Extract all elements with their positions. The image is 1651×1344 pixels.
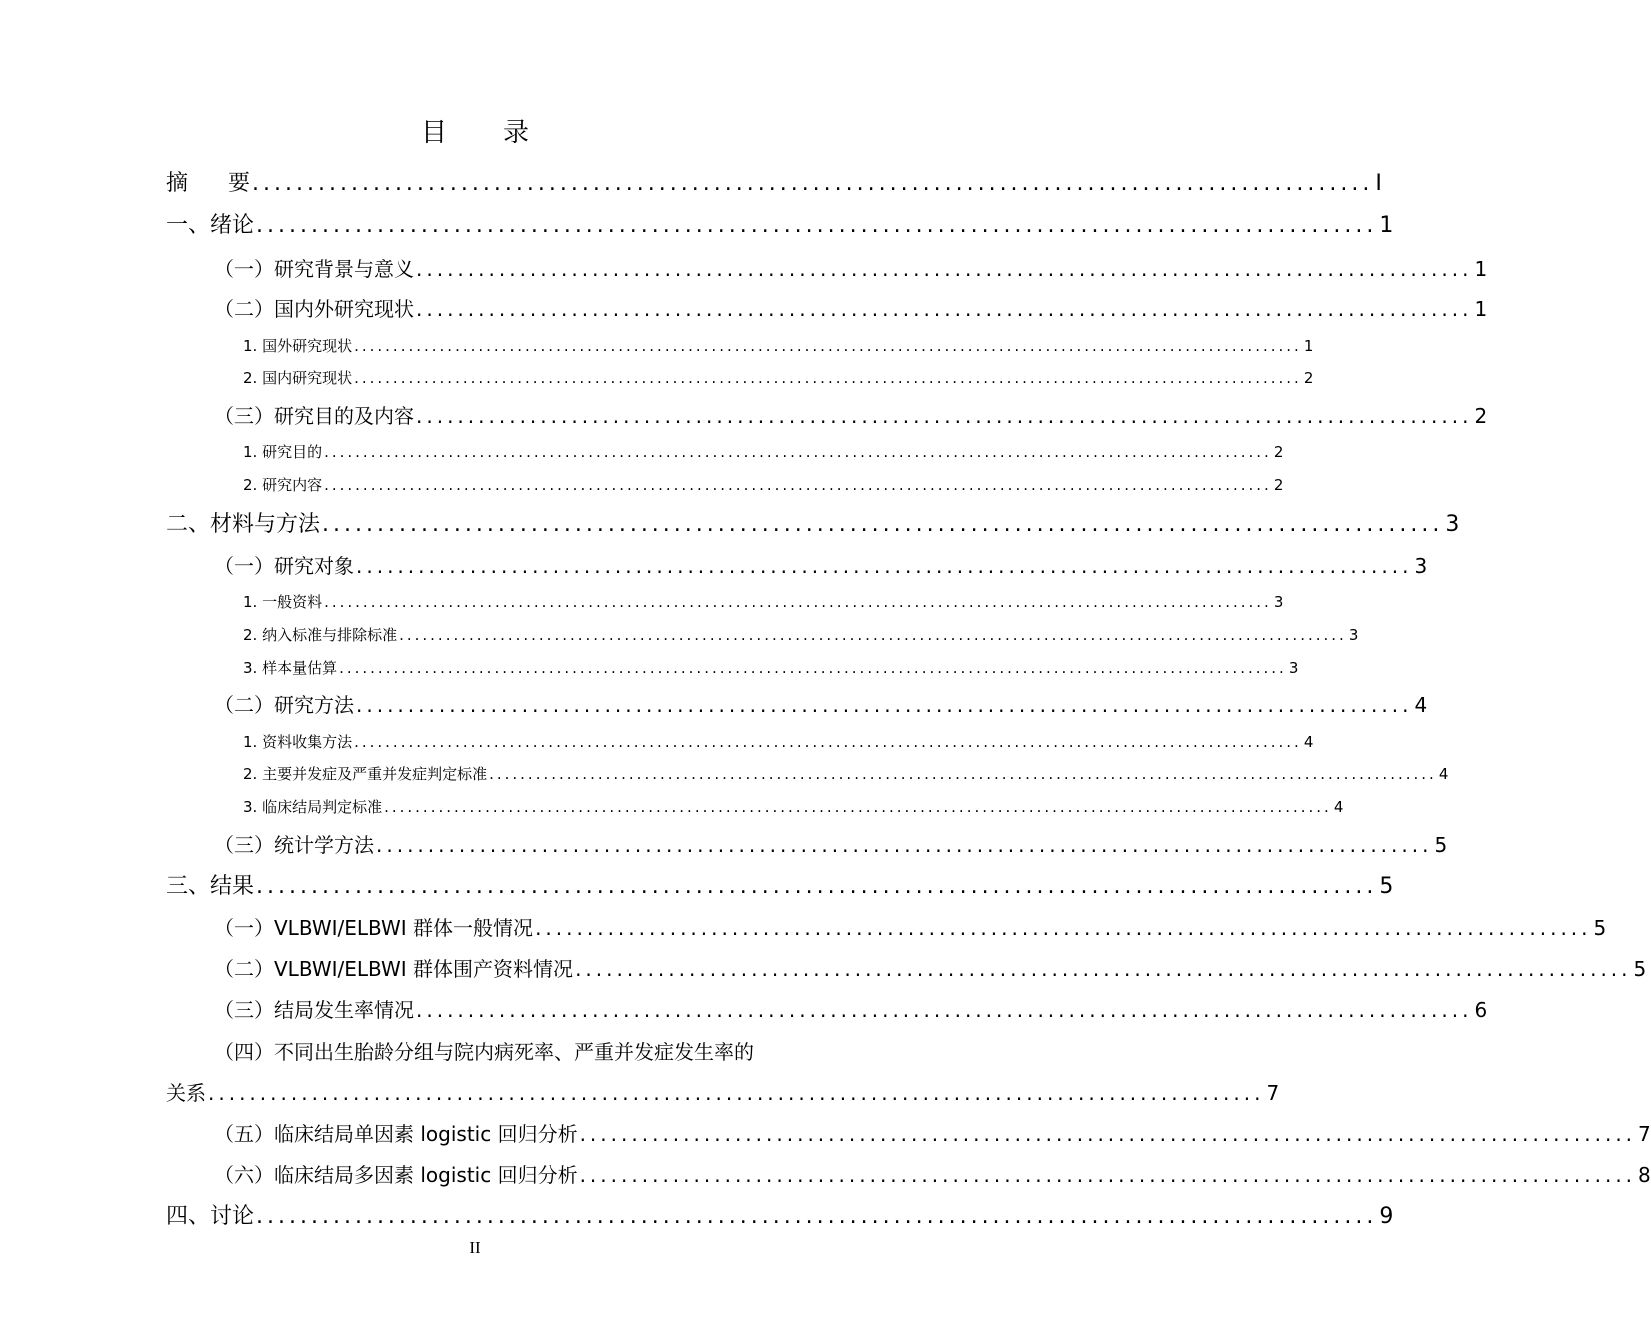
leader-dots: ......................................................................................................	[416, 404, 1473, 428]
toc-entry[interactable]: （一）研究背景与意义 ...................................................................................................... 1	[214, 257, 1488, 281]
leader-dots: ......................................................................................................	[416, 998, 1473, 1022]
leader-dots: ..........................................................................................................................	[354, 337, 1302, 355]
leader-dots: ......................................................................................................	[252, 171, 1374, 196]
page-title-left: 目	[420, 118, 447, 148]
toc-entry[interactable]: 三、结果 ...................................................................................................... 5	[166, 874, 1394, 899]
leader-dots: ......................................................................................................	[579, 1163, 1637, 1187]
leader-dots: ..........................................................................................................................	[354, 733, 1302, 751]
leader-dots: ..........................................................................................................................	[324, 593, 1272, 611]
toc-entry[interactable]: 2. 研究内容 .......................................................................................................................... 2	[243, 476, 1284, 494]
toc-entry[interactable]: （三）统计学方法 ...................................................................................................... 5	[214, 833, 1448, 857]
leader-dots: ......................................................................................................	[416, 257, 1473, 281]
toc-entry[interactable]: 四、讨论 ...................................................................................................... 9	[166, 1204, 1394, 1229]
leader-dots: ......................................................................................................	[256, 874, 1378, 899]
leader-dots: ......................................................................................................	[575, 957, 1632, 981]
leader-dots: ......................................................................................................	[535, 916, 1592, 940]
toc-entry[interactable]: 1. 研究目的 .......................................................................................................................... 2	[243, 443, 1284, 461]
leader-dots: ......................................................................................................	[416, 297, 1473, 321]
toc-entry[interactable]: 二、材料与方法 ...................................................................................................... 3	[166, 512, 1460, 537]
toc-entry[interactable]: （五）临床结局单因素 logistic 回归分析 ...................................................................................................... 7	[214, 1122, 1651, 1146]
leader-dots: ......................................................................................................	[208, 1081, 1265, 1105]
leader-dots: ......................................................................................................	[256, 213, 1378, 238]
leader-dots: ..........................................................................................................................	[339, 659, 1287, 677]
toc-entry[interactable]: （二）VLBWI/ELBWI 群体围产资料情况 ...................................................................................................... 5	[214, 957, 1647, 981]
toc-entry[interactable]: 1. 资料收集方法 .......................................................................................................................... 4	[243, 733, 1314, 751]
leader-dots: ......................................................................................................	[256, 1204, 1378, 1229]
toc-page-number: I	[1375, 171, 1382, 196]
toc-entry[interactable]: 关系 ...................................................................................................... 7	[166, 1081, 1280, 1105]
leader-dots: ..........................................................................................................................	[399, 626, 1347, 644]
leader-dots: ..........................................................................................................................	[354, 369, 1302, 387]
page-title-right: 录	[503, 118, 530, 148]
toc-entry[interactable]: （二）国内外研究现状 ...................................................................................................... 1	[214, 297, 1488, 321]
leader-dots: ..........................................................................................................................	[384, 798, 1332, 816]
toc-entry[interactable]: （二）研究方法 ...................................................................................................... 4	[214, 693, 1428, 717]
page-number-footer: II	[469, 1238, 481, 1257]
toc-entry[interactable]: 一、绪论 ...................................................................................................... 1	[166, 213, 1394, 238]
toc-entry[interactable]: （三）研究目的及内容 ...................................................................................................... 2	[214, 404, 1488, 428]
leader-dots: ..........................................................................................................................	[324, 476, 1272, 494]
toc-entry[interactable]: 1. 一般资料 .......................................................................................................................... 3	[243, 593, 1284, 611]
toc-entry[interactable]: 1. 国外研究现状 .......................................................................................................................... 1	[243, 337, 1314, 355]
leader-dots: ......................................................................................................	[376, 833, 1433, 857]
leader-dots: ......................................................................................................	[356, 554, 1413, 578]
leader-dots: ......................................................................................................	[579, 1122, 1637, 1146]
toc-entry[interactable]: （一）研究对象 ...................................................................................................... 3	[214, 554, 1428, 578]
toc-entry[interactable]: （三）结局发生率情况 ...................................................................................................... 6	[214, 998, 1488, 1022]
leader-dots: ......................................................................................................	[322, 512, 1444, 537]
toc-entry-wrapped-line[interactable]: （四）不同出生胎龄分组与院内病死率、严重并发症发生率的	[214, 1040, 754, 1064]
toc-entry[interactable]: 2. 纳入标准与排除标准 .......................................................................................................................... 3	[243, 626, 1359, 644]
toc-entry[interactable]: 3. 样本量估算 .......................................................................................................................... 3	[243, 659, 1299, 677]
toc-entry[interactable]: （一）VLBWI/ELBWI 群体一般情况 ...................................................................................................... 5	[214, 916, 1607, 940]
leader-dots: ......................................................................................................	[356, 693, 1413, 717]
leader-dots: ..........................................................................................................................	[324, 443, 1272, 461]
toc-entry[interactable]: （六）临床结局多因素 logistic 回归分析 ...................................................................................................... 8	[214, 1163, 1651, 1187]
toc-entry[interactable]: 2. 国内研究现状 .......................................................................................................................... 2	[243, 369, 1314, 387]
toc-entry-abstract[interactable]: 摘 要 ...................................................................................................... I	[166, 171, 1382, 196]
toc-entry[interactable]: 3. 临床结局判定标准 .......................................................................................................................... 4	[243, 798, 1344, 816]
toc-entry[interactable]: 2. 主要并发症及严重并发症判定标准 .......................................................................................................................... 4	[243, 765, 1449, 783]
leader-dots: ..........................................................................................................................	[489, 765, 1437, 783]
page-title	[0, 112, 950, 149]
